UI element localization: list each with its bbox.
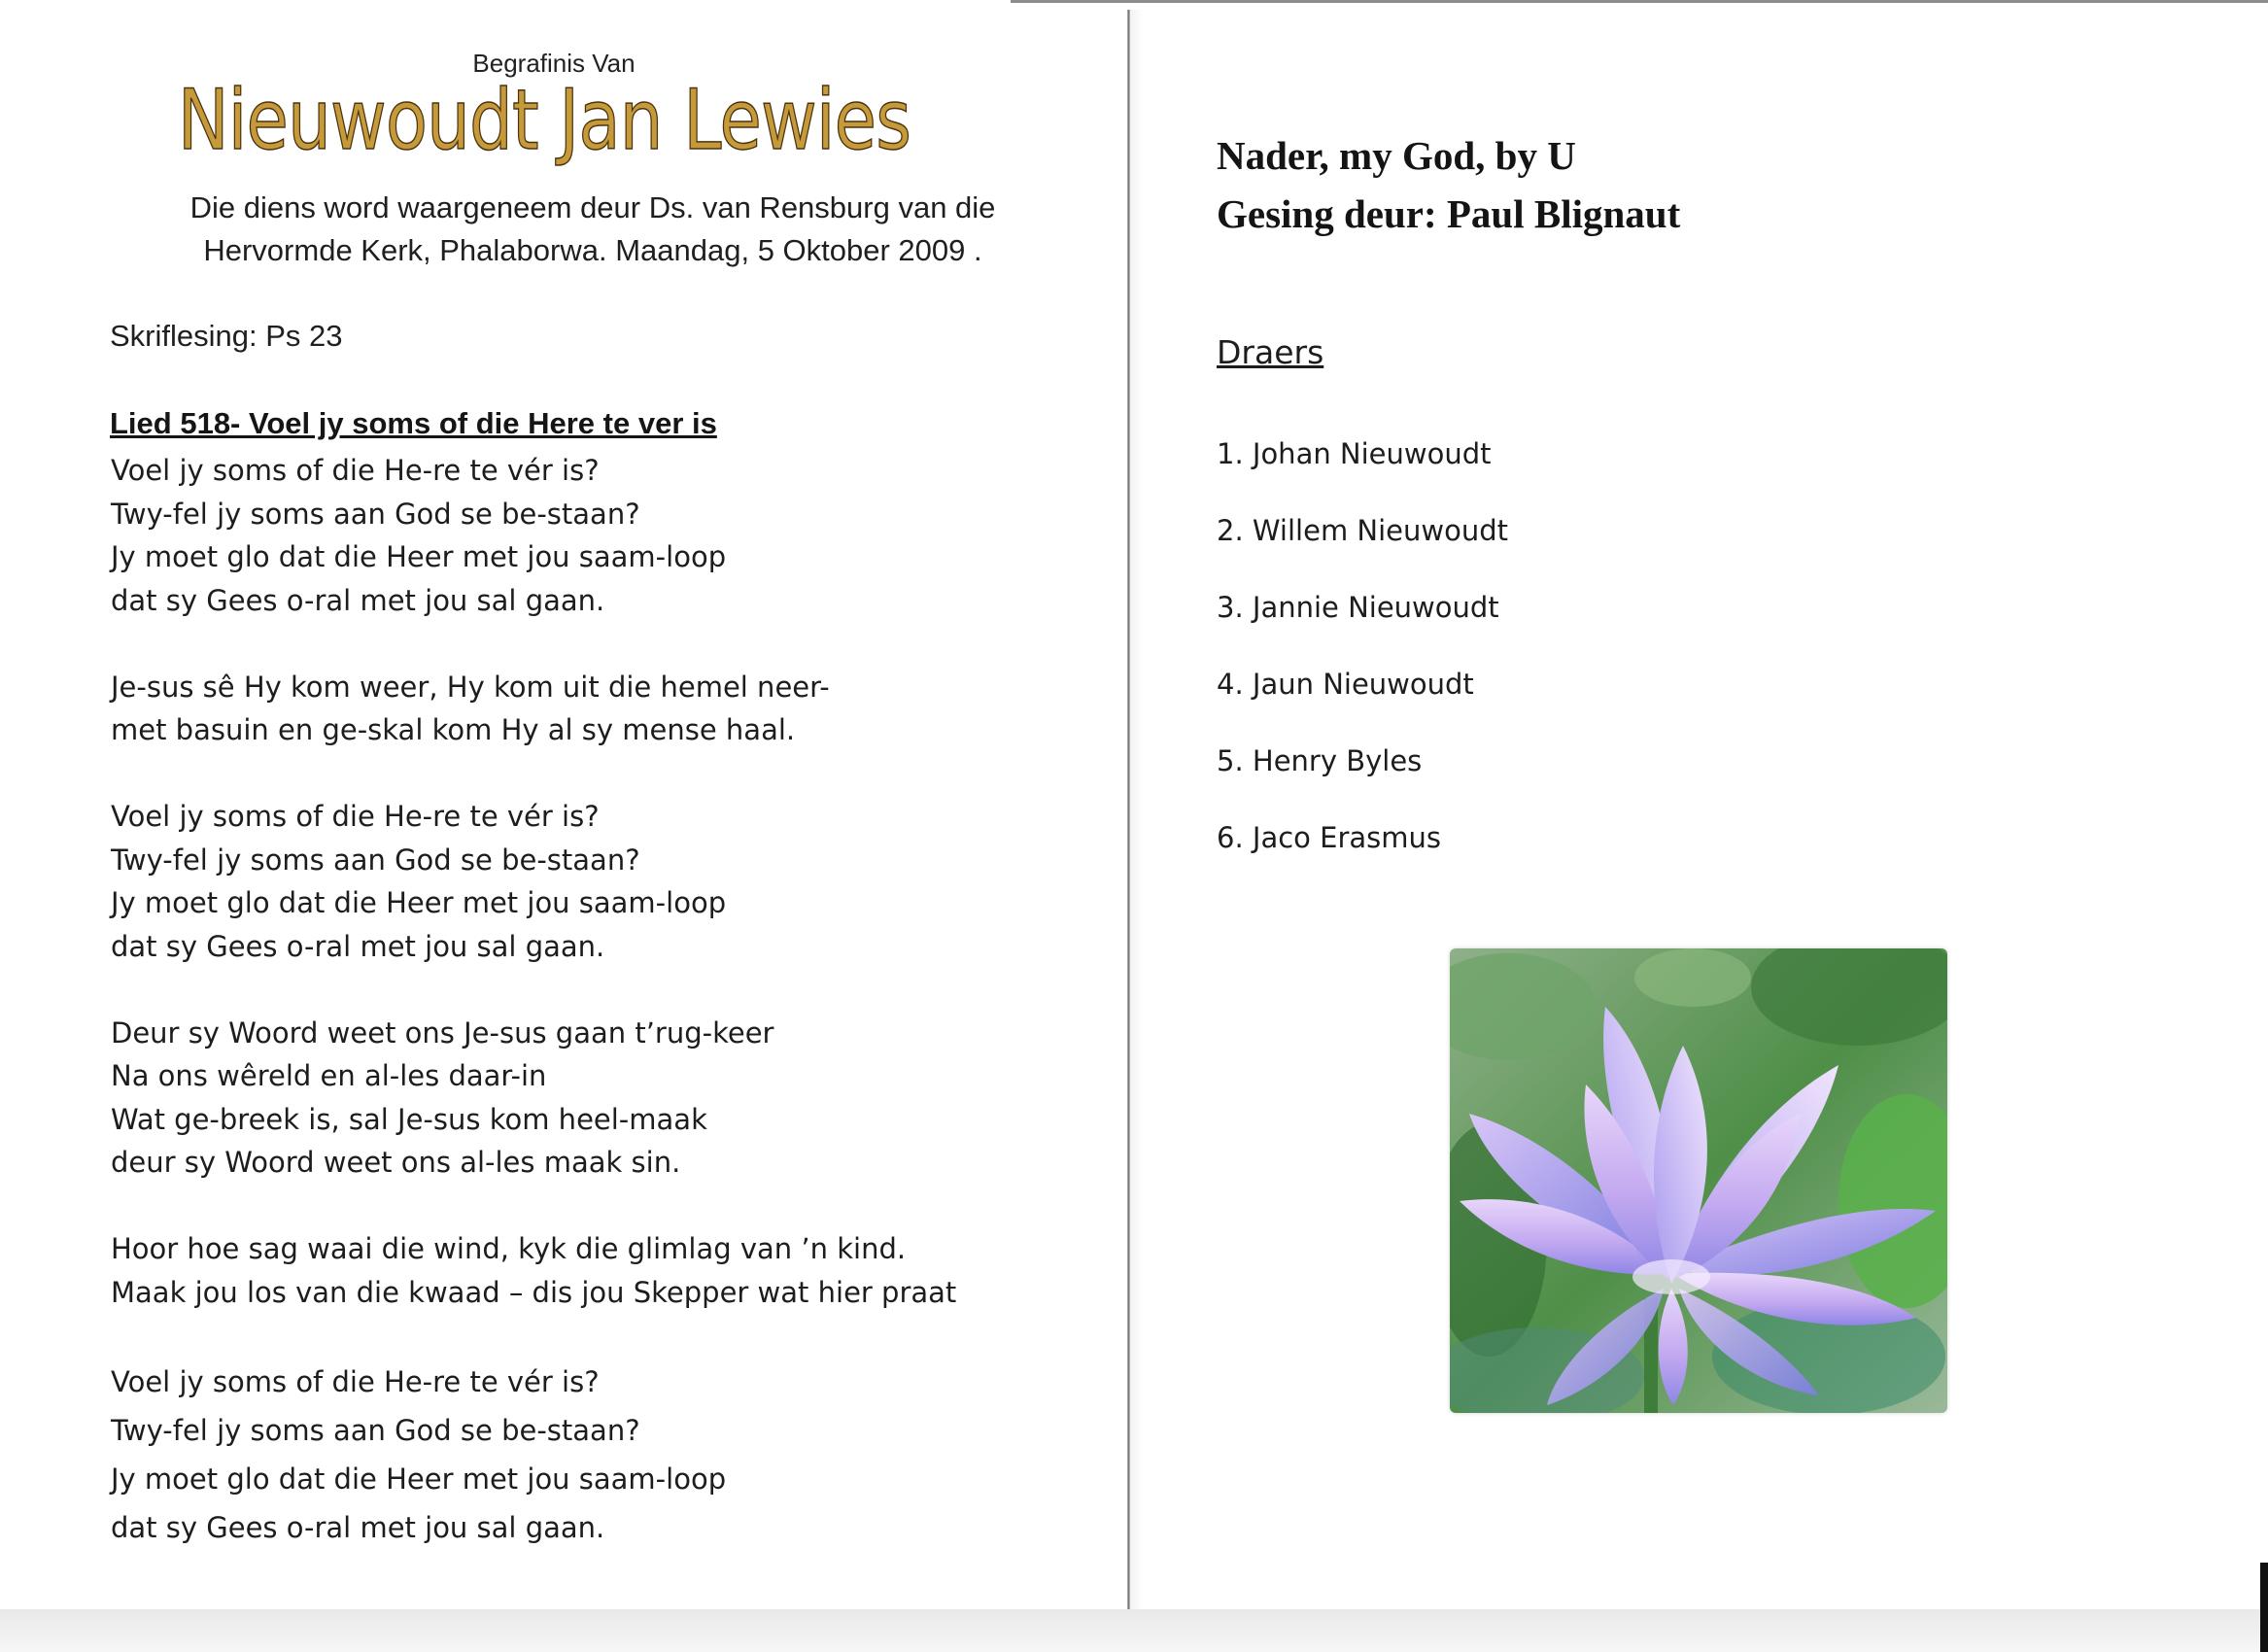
list-item: 6. Jaco Erasmus xyxy=(1217,821,1441,854)
stanza xyxy=(111,1358,1082,1552)
lyric-line: Deur sy Woord weet ons Je-sus gaan t’rug-keer xyxy=(111,1015,774,1050)
hymn-title: Lied 518- Voel jy soms of die Here te ver is xyxy=(110,406,717,440)
lyric-line: Twy-fel jy soms aan God se be-staan? xyxy=(111,497,640,531)
service-info-line: Hervormde Kerk, Phalaborwa. Maandag, 5 Oktober 2009 . xyxy=(203,233,982,267)
lyric-line: met basuin en ge-skal kom Hy al sy mense haal. xyxy=(111,713,796,746)
service-info xyxy=(136,187,1049,272)
scripture-reading: Skriflesing: Ps 23 xyxy=(110,319,343,353)
service-info-line: Die diens word waargeneem deur Ds. van Rensburg van die xyxy=(189,190,996,224)
lotus-flower-image xyxy=(1450,948,1947,1413)
stanza xyxy=(111,449,1082,622)
lyric-line: Jy moet glo dat die Heer met jou saam-loop xyxy=(111,540,727,573)
hymn-lyrics xyxy=(111,449,1082,1595)
lyric-line: Wat ge-breek is, sal Je-sus kom heel-maak xyxy=(111,1102,707,1136)
bearers-list xyxy=(1217,416,1508,877)
lyric-line: Voel jy soms of die He-re te vér is? xyxy=(111,800,600,833)
lyric-line: Twy-fel jy soms aan God se be-staan? xyxy=(111,843,640,877)
right-page xyxy=(1147,0,2268,1609)
stanza xyxy=(111,795,1082,968)
lyric-line: Jy moet glo dat die Heer met jou saam-loop xyxy=(111,1462,727,1496)
song-sung-by: Gesing deur: Paul Blignaut xyxy=(1217,191,1681,236)
stanza xyxy=(111,1227,1082,1314)
stanza xyxy=(111,1012,1082,1185)
lyric-line: dat sy Gees o-ral met jou sal gaan. xyxy=(111,583,605,617)
deceased-name-heading: Nieuwoudt Jan Lewies xyxy=(177,72,911,169)
lyric-line: dat sy Gees o-ral met jou sal gaan. xyxy=(111,929,605,963)
lyric-line: Jy moet glo dat die Heer met jou saam-loop xyxy=(111,886,727,919)
list-item: 2. Willem Nieuwoudt xyxy=(1217,514,1508,547)
lyric-line: Je-sus sê Hy kom weer, Hy kom uit die hemel neer- xyxy=(111,670,830,704)
left-page xyxy=(0,0,1127,1609)
lyric-line: Twy-fel jy soms aan God se be-staan? xyxy=(111,1413,640,1447)
lyric-line: deur sy Woord weet ons al-les maak sin. xyxy=(111,1146,681,1179)
list-item: 3. Jannie Nieuwoudt xyxy=(1217,591,1499,624)
lotus-flower-icon xyxy=(1450,948,1947,1413)
stanza xyxy=(111,666,1082,752)
page-fold-shadow xyxy=(1130,10,1144,1609)
list-item: 1. Johan Nieuwoudt xyxy=(1217,437,1492,470)
lyric-line: Maak jou los van die kwaad – dis jou Skepper wat hier praat xyxy=(111,1275,957,1309)
list-item: 4. Jaun Nieuwoudt xyxy=(1217,668,1474,701)
lyric-line: dat sy Gees o-ral met jou sal gaan. xyxy=(111,1510,605,1544)
scan-bottom-margin xyxy=(0,1609,2268,1652)
song-block xyxy=(1217,126,1680,243)
bearers-heading: Draers xyxy=(1217,333,1324,371)
lyric-line: Na ons wêreld en al-les daar-in xyxy=(111,1059,547,1092)
funeral-of-label: Begrafinis Van xyxy=(472,49,636,78)
list-item: 5. Henry Byles xyxy=(1217,744,1423,777)
song-title: Nader, my God, by U xyxy=(1217,133,1576,178)
lyric-line: Voel jy soms of die He-re te vér is? xyxy=(111,1364,600,1398)
lyric-line: Voel jy soms of die He-re te vér is? xyxy=(111,454,600,487)
lyric-line: Hoor hoe sag waai die wind, kyk die glimlag van ’n kind. xyxy=(111,1232,907,1265)
